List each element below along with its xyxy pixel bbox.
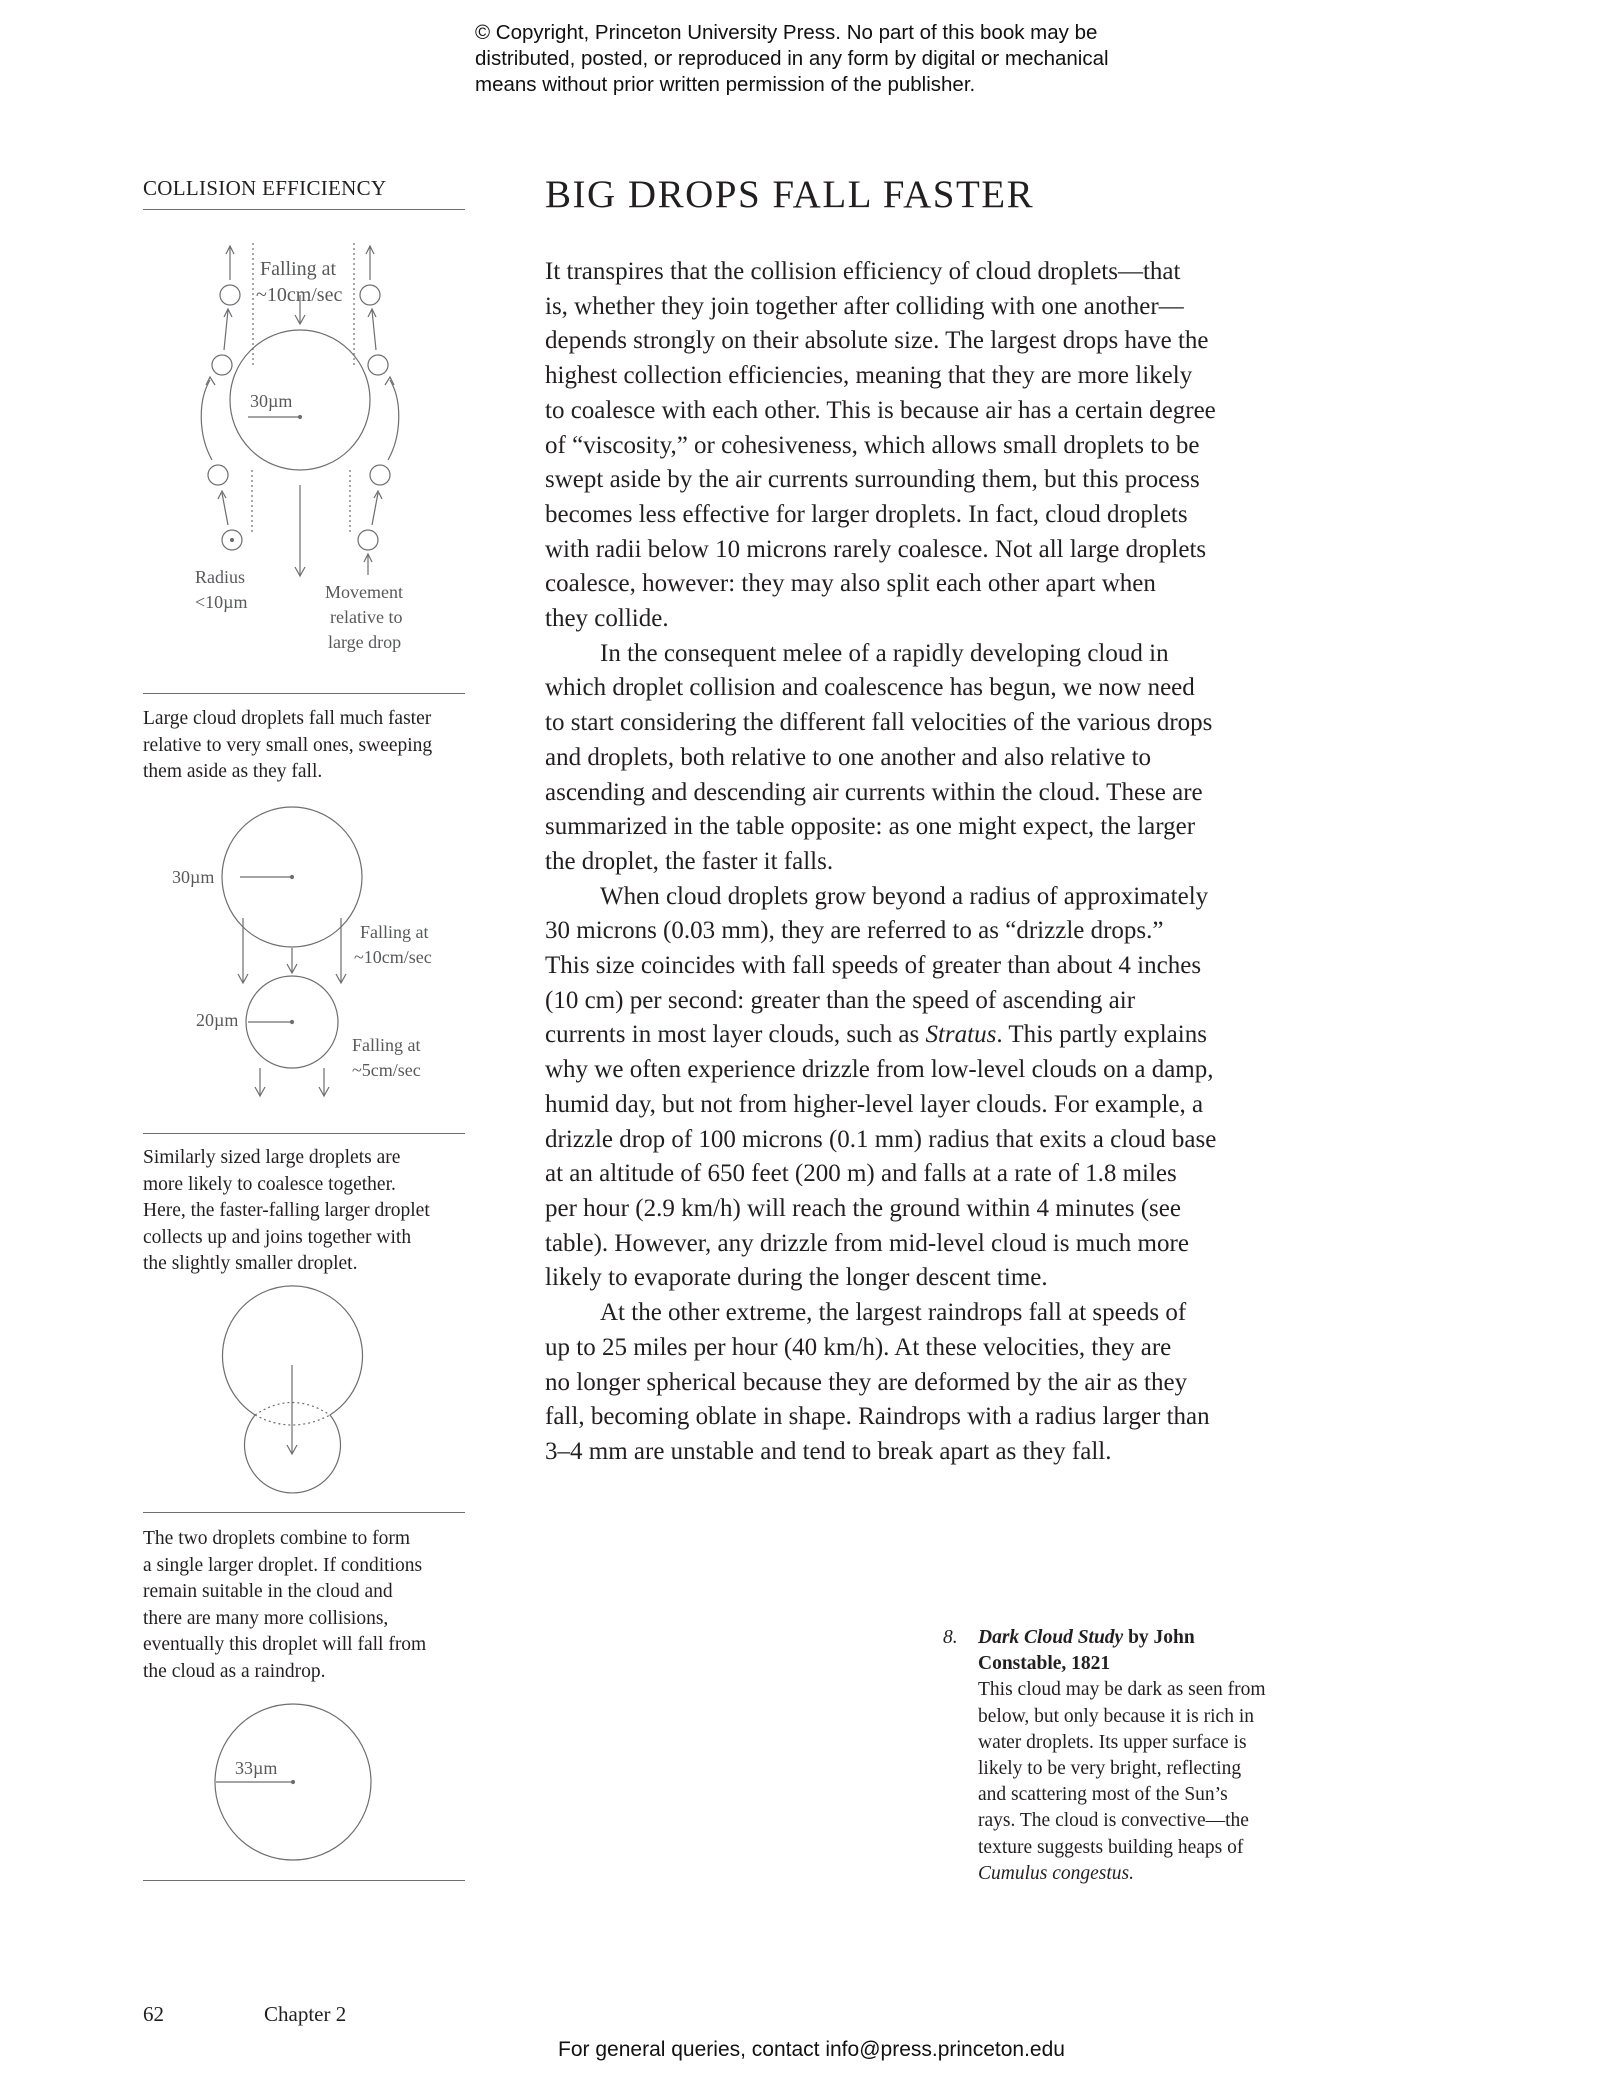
caption-line: remain suitable in the cloud and	[143, 1581, 393, 1602]
divider	[143, 1133, 465, 1134]
coalescence-figure	[140, 1285, 470, 1515]
plate-caption-line: and scattering most of the Sun’s	[978, 1784, 1228, 1806]
body-line: ascending and descending air currents within the cloud. These are	[545, 778, 1203, 806]
body-line: fall, becoming oblate in shape. Raindrops with a radius larger than	[545, 1403, 1210, 1431]
falling-label: Falling at	[260, 258, 337, 280]
body-line: which droplet collision and coalescence has begun, we now need	[545, 674, 1195, 702]
body-line: the droplet, the faster it falls.	[545, 847, 834, 875]
body-line: drizzle drop of 100 microns (0.1 mm) radius that exits a cloud base	[545, 1125, 1217, 1153]
small-droplet	[370, 465, 390, 485]
body-line: at an altitude of 650 feet (200 m) and falls at a rate of 1.8 miles	[545, 1160, 1177, 1188]
body-line: to coalesce with each other. This is because air has a certain degree	[545, 396, 1216, 424]
body-line: coalesce, however: they may also split each other apart when	[545, 570, 1156, 598]
italic-term: Stratus	[925, 1021, 997, 1049]
small-droplet	[208, 465, 228, 485]
body-line: why we often experience drizzle from low-level clouds on a damp,	[545, 1056, 1214, 1084]
small-droplet	[360, 285, 380, 305]
body-line: no longer spherical because they are deformed by the air as they	[545, 1368, 1188, 1396]
radius-small-label: Radius	[195, 567, 246, 587]
body-line: to start considering the different fall velocities of the various drops	[545, 709, 1213, 737]
plate-title-line2: Constable, 1821	[978, 1653, 1111, 1675]
body-line: In the consequent melee of a rapidly developing cloud in	[600, 639, 1169, 667]
chapter-label: Chapter 2	[264, 2002, 347, 2026]
body-line: up to 25 miles per hour (40 km/h). At these velocities, they are	[545, 1333, 1172, 1361]
movement-label: large drop	[328, 632, 402, 652]
body-line: table). However, any drizzle from mid-level cloud is much more	[545, 1229, 1189, 1257]
falling-label: ~5cm/sec	[352, 1060, 421, 1080]
small-droplet	[212, 355, 232, 375]
caption-line: the slightly smaller droplet.	[143, 1253, 358, 1274]
body-line: becomes less effective for larger droplets. In fact, cloud droplets	[545, 500, 1188, 528]
body-line: highest collection efficiencies, meaning that they are more likely	[545, 362, 1193, 390]
caption-line: Large cloud droplets fall much faster	[143, 708, 432, 729]
body-line: This size coincides with fall speeds of greater than about 4 inches	[545, 952, 1202, 980]
body-line: It transpires that the collision efficiency of cloud droplets—that	[545, 258, 1181, 285]
plate-caption-line: below, but only because it is rich in	[978, 1705, 1255, 1727]
plate-title: Dark Cloud Study	[978, 1627, 1124, 1648]
divider	[143, 693, 465, 694]
falling-label: ~10cm/sec	[256, 284, 343, 306]
body-line: per hour (2.9 km/h) will reach the ground within 4 minutes (see	[545, 1194, 1181, 1222]
plate-title-rest: by John	[1123, 1627, 1195, 1648]
caption-line: them aside as they fall.	[143, 761, 323, 782]
plate-caption-line: rays. The cloud is convective—the	[978, 1810, 1249, 1832]
falling-label: ~10cm/sec	[354, 947, 432, 967]
radius-label-33um: 33µm	[235, 1758, 278, 1778]
collision-figure-1	[140, 235, 470, 665]
radius-label-30um: 30µm	[172, 867, 215, 887]
caption-line: collects up and joins together with	[143, 1226, 412, 1248]
movement-label: Movement	[325, 582, 403, 602]
body-line: of “viscosity,” or cohesiveness, which allows small droplets to be	[545, 431, 1200, 459]
body-line: currents in most layer clouds, such as Stratus. This partly explains	[545, 1021, 1207, 1049]
body-line: is, whether they join together after colliding with one another—	[545, 292, 1184, 320]
copyright-line: means without prior written permission of the publisher.	[475, 73, 976, 96]
body-line: 3–4 mm are unstable and tend to break apart as they fall.	[545, 1437, 1112, 1465]
caption-line: relative to very small ones, sweeping	[143, 734, 433, 756]
page-title: BIG DROPS FALL FASTER	[545, 173, 1035, 216]
body-line: summarized in the table opposite: as one might expect, the larger	[545, 813, 1196, 841]
plate-caption-line: This cloud may be dark as seen from	[978, 1679, 1266, 1701]
caption-line: there are many more collisions,	[143, 1607, 389, 1629]
copyright-line: © Copyright, Princeton University Press. No part of this book may be	[475, 21, 1098, 44]
body-line: (10 cm) per second: greater than the speed of ascending air	[545, 986, 1136, 1014]
body-line: with radii below 10 microns rarely coalesce. Not all large droplets	[545, 535, 1207, 563]
copyright-line: distributed, posted, or reproduced in any form by digital or mechanical	[475, 47, 1109, 70]
sidebar-title: COLLISION EFFICIENCY	[143, 176, 465, 210]
plate-caption-line: texture suggests building heaps of	[978, 1836, 1244, 1858]
small-droplet	[358, 530, 378, 550]
collision-figure-2	[140, 800, 470, 1100]
body-line: swept aside by the air currents surrounding them, but this process	[545, 466, 1200, 494]
plate-caption-last-line: Cumulus congestus.	[978, 1862, 1134, 1884]
page-number: 62	[143, 2002, 164, 2026]
caption-2	[143, 1145, 473, 1278]
caption-line: a single larger droplet. If conditions	[143, 1554, 423, 1576]
caption-line: more likely to coalesce together.	[143, 1173, 396, 1195]
copyright-notice	[475, 20, 1235, 98]
caption-3	[143, 1526, 473, 1685]
radius-label-20um: 20µm	[196, 1010, 239, 1030]
radius-label-30um: 30µm	[250, 391, 293, 411]
small-droplet	[368, 355, 388, 375]
body-text	[545, 255, 1285, 1470]
footer-contact: For general queries, contact info@press.princeton.edu	[558, 2038, 1065, 2061]
divider	[143, 1512, 465, 1513]
falling-label: Falling at	[352, 1035, 421, 1055]
divider	[143, 1880, 465, 1881]
caption-line: Here, the faster-falling larger droplet	[143, 1200, 430, 1221]
plate-number: 8.	[943, 1627, 958, 1648]
caption-line: The two droplets combine to form	[143, 1528, 410, 1549]
caption-line: the cloud as a raindrop.	[143, 1660, 326, 1682]
caption-line: eventually this droplet will fall from	[143, 1634, 427, 1655]
body-line: depends strongly on their absolute size. The largest drops have the	[545, 327, 1209, 355]
plate-caption-line: likely to be very bright, reflecting	[978, 1758, 1242, 1780]
body-line: they collide.	[545, 605, 669, 633]
body-line: likely to evaporate during the longer descent time.	[545, 1264, 1048, 1292]
body-line: When cloud droplets grow beyond a radius of approximately	[600, 882, 1209, 910]
raindrop-figure	[140, 1700, 470, 1870]
body-line: humid day, but not from higher-level layer clouds. For example, a	[545, 1090, 1204, 1118]
body-line: 30 microns (0.03 mm), they are referred to as “drizzle drops.”	[545, 917, 1164, 945]
body-line: At the other extreme, the largest raindrops fall at speeds of	[600, 1299, 1187, 1327]
radius-small-label: <10µm	[195, 592, 248, 612]
small-droplet	[220, 285, 240, 305]
body-line: and droplets, both relative to one another and also relative to	[545, 743, 1152, 771]
falling-label: Falling at	[360, 922, 429, 942]
plate-caption-line: water droplets. Its upper surface is	[978, 1731, 1247, 1753]
caption-1	[143, 706, 473, 786]
caption-line: Similarly sized large droplets are	[143, 1147, 401, 1168]
movement-label: relative to	[330, 607, 403, 627]
